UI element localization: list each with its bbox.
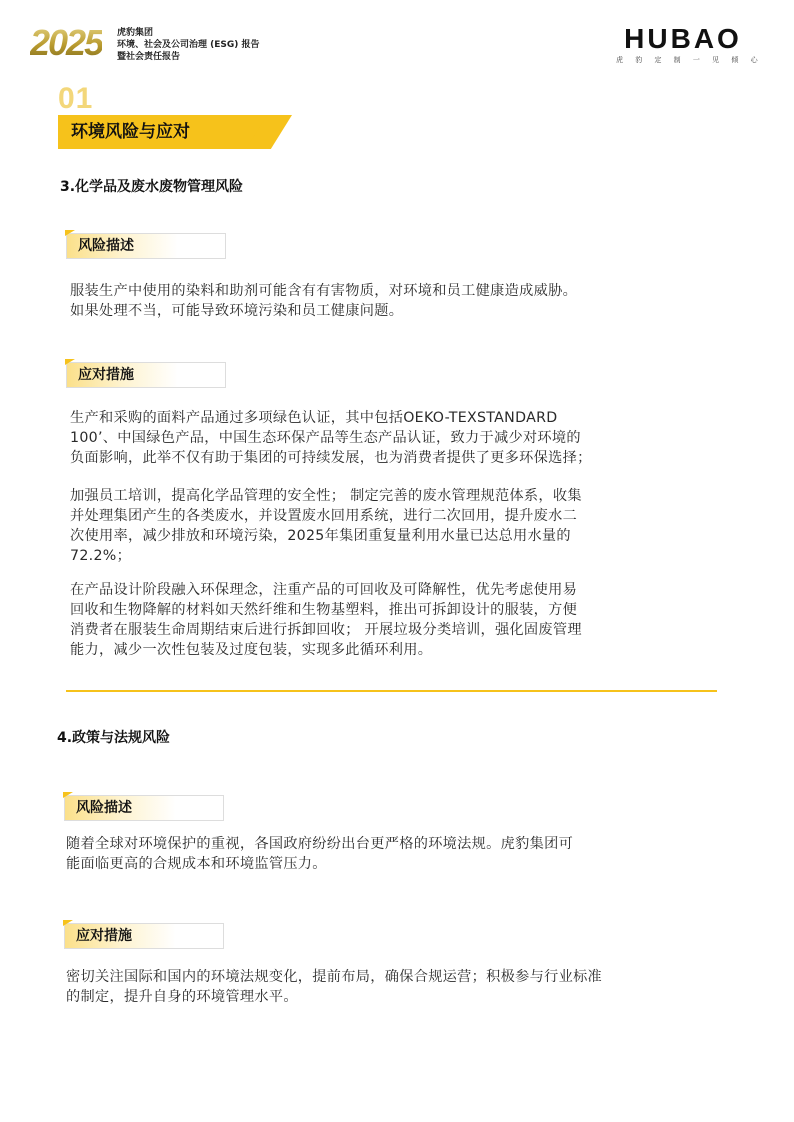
brand-logo: [616, 23, 763, 65]
report-year-logo: 2025: [30, 22, 103, 63]
tag-label: 应对措施: [78, 367, 134, 383]
tag-label: 应对措施: [76, 928, 132, 944]
tag-label: 风险描述: [76, 800, 132, 816]
text-line: 并处理集团产生的各类废水，并设置废水回用系统，进行二次回用，提升废水二: [70, 508, 578, 524]
response-measures-tag: [64, 923, 224, 949]
measure-text: [66, 967, 746, 1007]
tag-label: 风险描述: [78, 238, 134, 254]
subsection-title-policy: 4.政策与法规风险: [57, 730, 171, 746]
text-line: 次使用率，减少排放和环境污染，2025年集团重复量利用水量已达总用水量的: [70, 528, 571, 544]
report-title-line: 环境、社会及公司治理 (ESG) 报告: [117, 40, 260, 50]
text-line: 的制定，提升自身的环境管理水平。: [66, 989, 298, 1005]
text-line: 随着全球对环境保护的重视，各国政府纷纷出台更严格的环境法规。虎豹集团可: [66, 836, 574, 852]
measure-paragraph: [70, 408, 720, 468]
risk-description-tag: [66, 233, 226, 259]
text-line: 负面影响，此举不仅有助于集团的可持续发展，也为消费者提供了更多环保选择；: [70, 450, 592, 466]
section-divider: [66, 690, 717, 692]
response-measures-tag: [66, 362, 226, 388]
brand-tagline: 虎 豹 定 制 一 见 倾 心: [616, 56, 763, 64]
report-title-line: 虎豹集团: [117, 28, 154, 38]
section-title: 环境风险与应对: [71, 122, 190, 142]
report-title: [117, 27, 260, 63]
measure-paragraph: [70, 486, 720, 566]
section-number: 01: [58, 82, 94, 115]
subsection-title-chemical: 3.化学品及废水废物管理风险: [60, 179, 244, 195]
text-line: 加强员工培训，提高化学品管理的安全性； 制定完善的废水管理规范体系，收集: [70, 488, 582, 504]
text-line: 100’、中国绿色产品，中国生态环保产品等生态产品认证，致力于减少对环境的: [70, 430, 581, 446]
text-line: 如果处理不当，可能导致环境污染和员工健康问题。: [70, 303, 404, 319]
text-line: 能面临更高的合规成本和环境监管压力。: [66, 856, 327, 872]
text-line: 密切关注国际和国内的环境法规变化，提前布局，确保合规运营；积极参与行业标准: [66, 969, 603, 985]
risk-description-tag: [64, 795, 224, 821]
text-line: 能力，减少一次性包装及过度包装，实现多此循环利用。: [70, 642, 433, 658]
report-title-line: 暨社会责任报告: [117, 52, 181, 62]
text-line: 消费者在服装生命周期结束后进行拆卸回收； 开展垃圾分类培训，强化固废管理: [70, 622, 582, 638]
text-line: 72.2%；: [70, 548, 132, 564]
risk-description-text: [70, 281, 720, 321]
text-line: 服装生产中使用的染料和助剂可能含有有害物质，对环境和员工健康造成威胁。: [70, 283, 578, 299]
text-line: 生产和采购的面料产品通过多项绿色认证，其中包括OEKO-TEXSTANDARD: [70, 410, 558, 426]
brand-name: HUBAO: [624, 23, 742, 54]
text-line: 回收和生物降解的材料如天然纤维和生物基塑料，推出可拆卸设计的服装，方便: [70, 602, 578, 618]
measure-paragraph: [70, 580, 720, 660]
text-line: 在产品设计阶段融入环保理念，注重产品的可回收及可降解性，优先考虑使用易: [70, 582, 578, 598]
risk-description-text: [66, 834, 726, 874]
